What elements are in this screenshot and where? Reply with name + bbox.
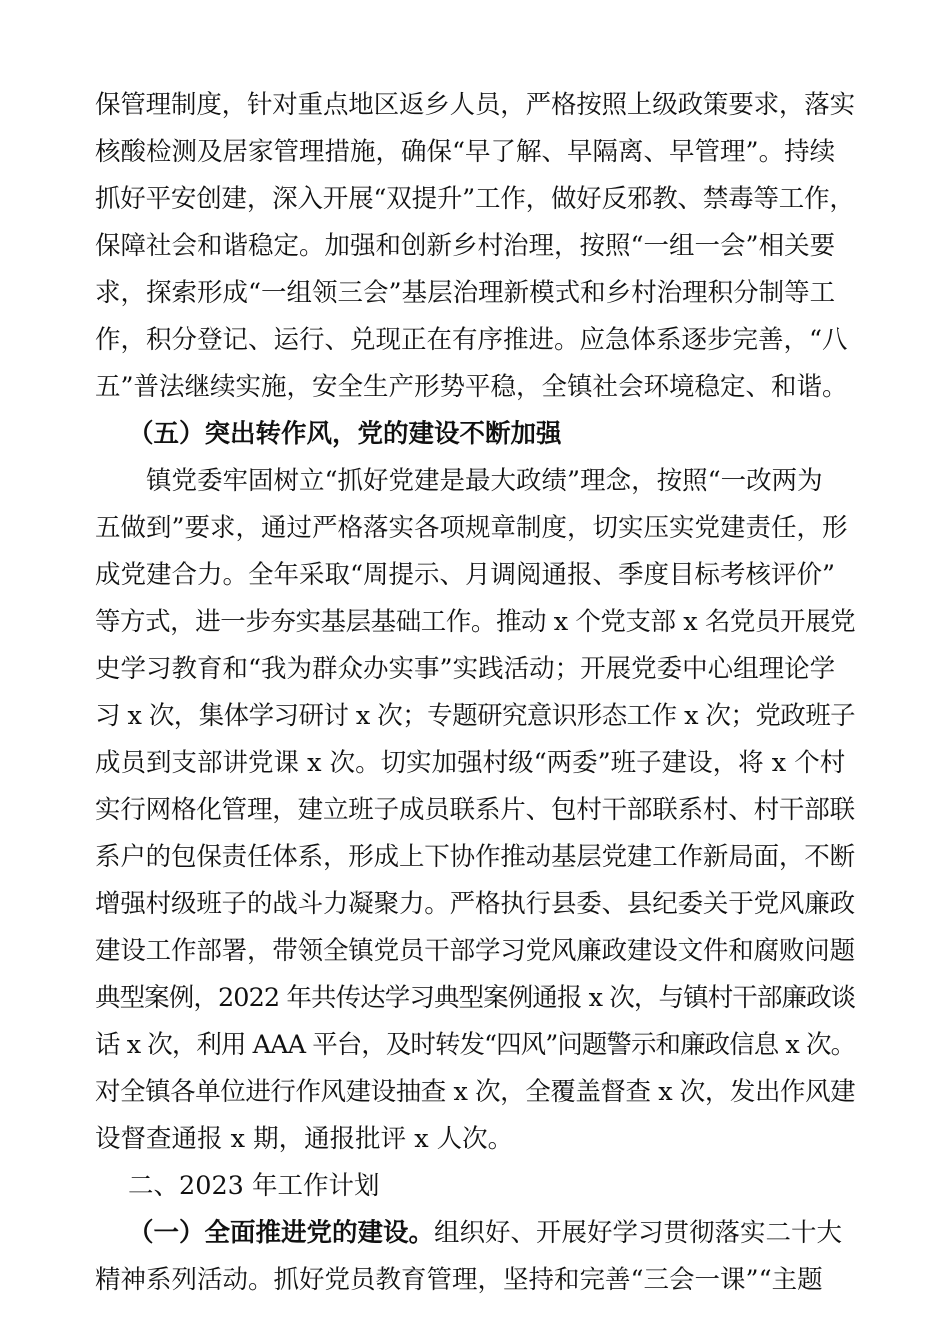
body-line: 习 x 次，集体学习研讨 x 次；专题研究意识形态工作 x 次；党政班子 (95, 701, 855, 731)
plan-item-line (128, 1209, 855, 1257)
body-line: 精神系列活动。抓好党员教育管理，坚持和完善“三会一课”“主题 (95, 1265, 823, 1295)
body-line: 话 x 次，利用 AAA 平台，及时转发“四风”问题警示和廉政信息 x 次。 (95, 1030, 855, 1060)
body-line: 等方式，进一步夯实基层基础工作。推动 x 个党支部 x 名党员开展党 (95, 607, 855, 637)
body-line: 系户的包保责任体系，形成上下协作推动基层党建工作新局面，不断 (95, 842, 855, 872)
body-line: 对全镇各单位进行作风建设抽查 x 次，全覆盖督查 x 次，发出作风建 (95, 1077, 855, 1107)
body-line: 增强村级班子的战斗力凝聚力。严格执行县委、县纪委关于党风廉政 (95, 889, 855, 919)
body-line: 保管理制度，针对重点地区返乡人员，严格按照上级政策要求，落实 (95, 90, 855, 120)
body-line: 成党建合力。全年采取“周提示、月调阅通报、季度目标考核评价” (95, 560, 836, 590)
body-line: 建设工作部署，带领全镇党员干部学习党风廉政建设文件和腐败问题 (95, 936, 855, 966)
body-line: 实行网格化管理，建立班子成员联系片、包村干部联系村、村干部联 (95, 795, 855, 825)
body-line: 史学习教育和“我为群众办实事”实践活动；开展党委中心组理论学 (95, 654, 836, 684)
body-line: 保障社会和谐稳定。加强和创新乡村治理，按照“一组一会”相关要 (95, 231, 836, 261)
body-line: 设督查通报 x 期，通报批评 x 人次。 (95, 1124, 514, 1154)
body-line: 五做到”要求，通过严格落实各项规章制度，切实压实党建责任，形 (95, 513, 848, 543)
plan-item-text: 组织好、开展好学习贯彻落实二十大 (434, 1218, 843, 1248)
body-line: 抓好平安创建，深入开展“双提升”工作，做好反邪教、禁毒等工作， (95, 184, 855, 214)
chapter-heading: 二、2023 年工作计划 (128, 1171, 380, 1201)
body-line: 核酸检测及居家管理措施，确保“早了解、早隔离、早管理”。持续 (95, 137, 836, 167)
body-line: 镇党委牢固树立“抓好党建是最大政绩”理念，按照“一改两为 (146, 466, 823, 496)
body-line: 成员到支部讲党课 x 次。切实加强村级“两委”班子建设，将 x 个村 (95, 748, 846, 778)
body-line: 五”普法继续实施，安全生产形势平稳，全镇社会环境稳定、和谐。 (95, 372, 848, 402)
plan-item-title: （一）全面推进党的建设。 (128, 1218, 435, 1248)
body-line: 典型案例，2022 年共传达学习典型案例通报 x 次，与镇村干部廉政谈 (95, 983, 855, 1013)
section-heading: （五）突出转作风，党的建设不断加强 (128, 419, 562, 449)
body-line: 作，积分登记、运行、兑现正在有序推进。应急体系逐步完善，“八 (95, 325, 848, 355)
body-line: 求，探索形成“一组领三会”基层治理新模式和乡村治理积分制等工 (95, 278, 836, 308)
